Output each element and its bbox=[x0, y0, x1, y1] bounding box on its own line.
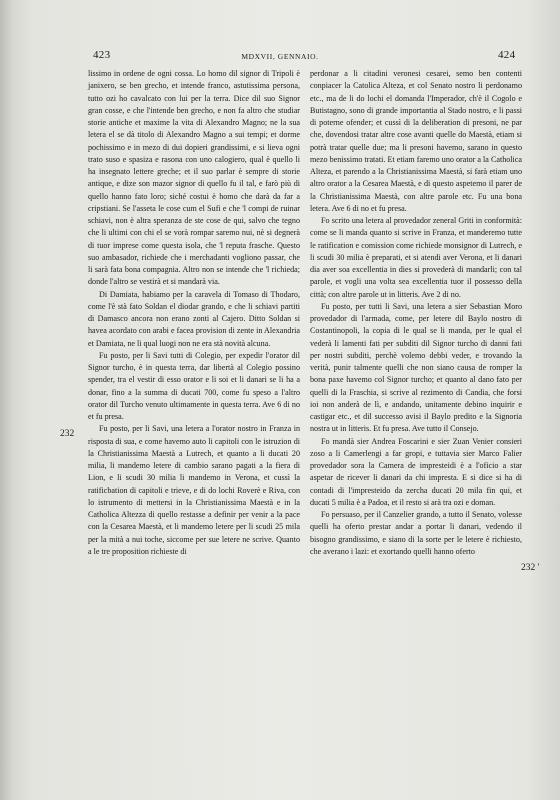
paragraph: lissimo in ordene de ogni cossa. Lo homo dil signor di Tripoli è janixero, se ben grecho, et intende franco, astutissima persona, tutto ozi ho cavalcato con lui per la terra. Dice dil suo Signor gran cosse, e che l'intende ben grecho, e non fa altro che studiar storie antiche et maxime la vita di Alexandro Magno; ne la sua letera el se dà titolo di Alexandro Magno a sui tempi; et dorme pochissimo e in mezo di dui dopieri grandissimi, e si lieva ogni trato suso e spasiza e rasona con uno calogiero, qual è quello li ha insegnato lettere greche; et il suo parlar è sempre di storie antique, e dize son mazor signor di quello fu il tal, e farò più di quello hanno fato loro; siché costui è homo che darà da far a cripstiani. Se l'asseta le cose cum el Sufi e che 'l compi de ruinar schiavi, non è altra speranza de ste cose de qui, salvo che tegno che li ultimi con chi el se vorà rompar saremo nui, nè si degnerà di tuor imprese come questa isola, che 'l reputa frasche. Questo suo ambasador, richiede che i merchadanti vogliono passar, che li sarà fata bona compagnia. Altro non se intende che 'l richieda; donde l'altro se vestirà et si mandarà via. bbox=[88, 69, 300, 287]
binding-shadow bbox=[0, 0, 14, 800]
paragraph: Fo persuaso, per il Canzelier grando, a tutto il Senato, volesse quelli ha oferto prestar andar a portar li danari, vedendo il bisogno grandissimo, e siano di la sorte per le letere è richiesto, che averano i lazi: et exortando quelli hanno oferto bbox=[310, 510, 522, 556]
paragraph: Fo scrito una letera al provedador zeneral Griti in conformità: come se li manda quanto si scrive in Franza, et manderemo tutte le ratification e comission come richiede monsignor di Lutrech, e li scudi 30 milia è preparati, et si atendi aver Verona, et li danari dia aver soa excellentia in dies si provederà di mandarli; con tal parole, et vogli una volta sea excellentia tuor il possesso della città; con altre parole ut in litteris. Ave 2 di no. bbox=[310, 216, 522, 299]
margin-number-right: 232 ' bbox=[521, 563, 540, 573]
paragraph: Fo mandà sier Andrea Foscarini e sier Zuan Venier consieri zoso a li Camerlengi a far gropi, e tuttavia sier Marco Falier provedador sora la Camera de impresteidi è a l'oficio a star aspetar de ricever li danari da chi impresta. E si dice si ha di contadi di l'impresteido da zercha ducati 20 mila fin qui, et ducati 5 milia è a Padoa, et il resto si arà tra ozi e doman. bbox=[310, 436, 522, 507]
paragraph: Fu posto, per li Savi, una letera a l'orator nostro in Franza in risposta di sua, e come havemo auto li capitoli con le istruzion di la Christianissima Maestà a Lutrech, et quanto a li ducati 20 milia, li mandemo letere di cambio sarano pagati a la fiera di Lion, e li scudi 30 milia li mandemo in Verona, et cussì la ratificbation di capitoli e trieve, e di do lochi Roverè e Riva, con lo istrumento di mettersi in la Christianissima Maestà e in la Catholica Altezza di quello restasse a definir per venir a la pace con la Cesarea Maestà, et li mandemo letere per li scudi 25 mila per la mità a nui toche, siccome per sue letere ne scrive. Quanto a le tre proposition richieste di bbox=[88, 424, 300, 556]
paragraph: Di Damiata, habiamo per la caravela di Tomaso di Thodaro, come l'è stà fato Soldan el diodar grando, e che li schiavi partiti di Damasco ancora non erano zonti al Cajero. Ditto Soldan si havea acordato con arabi e facea provision di zente in Alexandria et Damiata, ne li qual luogi non ne era stà novità alcuna. bbox=[88, 289, 300, 348]
running-title: MDXVII, GENNAIO. bbox=[241, 52, 319, 61]
page-number-right: 424 bbox=[498, 49, 516, 61]
page-number-left: 423 bbox=[93, 49, 111, 61]
right-column bbox=[310, 68, 522, 558]
paragraph: perdonar a li citadini veronesi cesarei, semo ben contenti conpiacer la Catolica Alteza, et col Senato nostro li perdonamo etc., ma de li do lochi el domanda l'Imperador, ch'è il Cogolo e Butistagno, sono di grande importantia al Stado nostro, e li passi di poterne ofender; et cussì di la deliberation di presoni, ne par che, dovendosi tratar altre cose avanti quelle do Maestà, etiam si potrà tratar quelle due; ma li presoni havemo, sarano in questo mezo benissimo tratati. Et etiam faremo uno orator a la Catholica Alteza, et parendo a la Christianissima Maestà, si farà etiam uno altro orator a la Cesarea Maestà, e di questo aspetemo il parer de la Christianissima Maestà, con altre parole etc. Fu una bona letera. Ave 6 di no et fu presa. bbox=[310, 69, 522, 213]
paragraph: Fu posto, per tutti li Savi, una letera a sier Sebastian Moro provedador di l'armada, come, per letere dil Baylo nostro di Costantinopoli, la copia di le qual se li manda, per le qual el vederà li lamenti fati per subditi dil Signor turcho di danni fati per nostri subditi, perchè volemo debbi veder, e trovando la verità, punir talmente quelli che non siano causa de romper la bona paxe havemo col Signor turcho; et quanto al dano fato per quelli di la Fraschia, si scrive al rezimento di Candia, che forsi ioi non anderà de lì, e andando, unitamente debino inquirir e castigar etc., et dil successo avisi il Baylo predito e la Signoria nostra ut in litteris. Et fu presa. Ave tutto il Consejo. bbox=[310, 301, 522, 434]
left-column bbox=[88, 68, 300, 558]
margin-number-left: 232 bbox=[60, 429, 75, 439]
paragraph: Fu posto, per li Savi tutti di Colegio, per expedir l'orator dil Signor turcho, è in questa terra, dar libertà al Colegio possino spender, tra el vestir di esso orator e li soi et li danari se li ha a donar, fino a la summa di ducati 700, come fu speso a l'altro orator dil Turcho venuto ultimamente in questa terra. Ave 6 di no et fu presa. bbox=[88, 350, 300, 421]
